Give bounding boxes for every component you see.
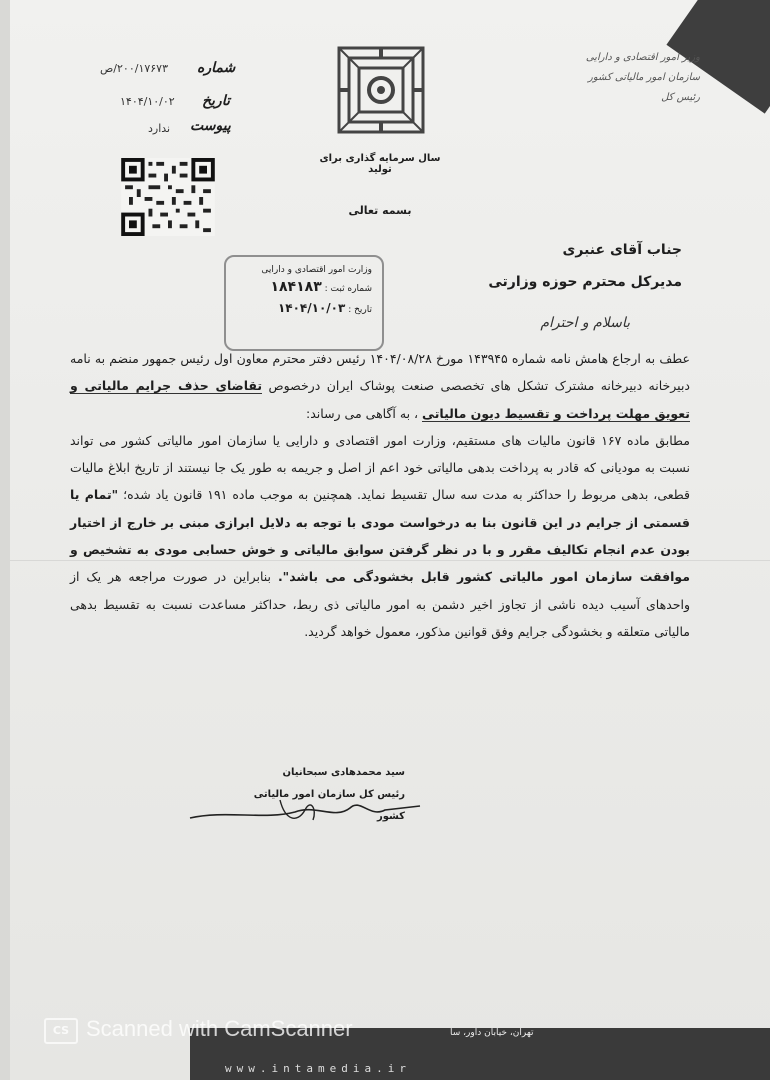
footer-address: تهران، خیابان داور، سا (450, 1028, 534, 1038)
handwritten-line: وزیر امور اقتصادی و دارایی (585, 52, 700, 63)
attachment-label: پیوست (190, 118, 231, 134)
stamp-reg-value: ۱۸۴۱۸۳ (270, 279, 322, 295)
recipient-block (488, 234, 682, 298)
date-value: ۱۴۰۴/۱۰/۰۲ (120, 95, 175, 108)
handwritten-header (510, 48, 700, 108)
paragraph-1 (70, 345, 690, 427)
letter-paper (10, 0, 770, 1080)
camscanner-icon: CS (44, 1018, 78, 1044)
scanner-watermark: Scanned with CamScanner (86, 1016, 353, 1041)
p2-quote: "تمام یا قسمتی از جرایم در این قانون بنا به درخواست مودی با توجه به دلایل ابرازی مبنی بر خارج از اختیار بودن عدم انجام تکالیف مقرر و با در نظر گرفتن سوابق مالیاتی و خوش حسابی مودی به تشخیص و موافقت سازمان امور مالیاتی کشور قابل بخشودگی می باشد". (70, 487, 690, 585)
recipient-title: مدیرکل محترم حوزه وزارتی (488, 274, 682, 290)
p2-text: مطابق ماده ۱۶۷ قانون مالیات های مستقیم، وزارت امور اقتصادی و دارایی یا سازمان امور مالیاتی کشور می تواند نسبت به مودیانی که قادر به پرداخت بدهی مالیاتی خود اعم از اصل و جریمه به طور یک جا نیستند از تاریخ ابلاغ مالیات قطعی، بدهی مربوط را حداکثر به مدت سه سال تقسیط نماید. همچنین به موجب ماده ۱۹۱ قانون یاد شده؛ (70, 432, 691, 503)
signatory-name: سید محمدهادی سبحانیان (282, 767, 405, 778)
greeting: باسلام و احترام (540, 315, 630, 331)
paragraph-2 (70, 427, 690, 645)
p1-text: عطف به ارجاع هامش نامه شماره ۱۴۳۹۴۵ مورخ ۱۴۰۴/۰۸/۲۸ رئیس دفتر محترم معاون اول رئیس جمهور منضم به نامه دبیرخانه دبیرخانه مشترک تشکل های تخصصی صنعت پوشاک ایران درخصوص (70, 351, 690, 394)
handwritten-signature (185, 790, 425, 830)
attachment-value: ندارد (148, 122, 171, 135)
letter-body (70, 345, 690, 645)
organization-logo (335, 44, 427, 136)
number-label: شماره (197, 60, 236, 76)
registration-stamp (224, 255, 384, 351)
qr-code (120, 158, 216, 236)
p1-end: ، به آگاهی می رساند: (306, 405, 419, 421)
p1-subject: تقاضای حذف جرایم مالیاتی و تعویق مهلت پرداخت و تقسیط دیون مالیاتی (70, 378, 690, 421)
stamp-org: وزارت امور اقتصادی و دارایی (261, 265, 372, 275)
handwritten-line: رئیس کل (661, 92, 700, 103)
basmala: بسمه تعالی (348, 204, 412, 217)
stamp-date-value: ۱۴۰۴/۱۰/۰۳ (277, 301, 346, 315)
stamp-date-label: تاریخ : (348, 305, 372, 315)
year-motto: سال سرمایه گذاری برای تولید (319, 153, 441, 175)
date-label: تاریخ (202, 93, 230, 109)
number-value: ۲۰۰/۱۷۶۷۳/ص (100, 62, 168, 75)
footer-website: www.intamedia.ir (225, 1062, 411, 1075)
signatory-title: رئیس کل سازمان امور مالیاتی کشور (253, 789, 405, 822)
handwritten-line: سازمان امور مالیاتی کشور (588, 72, 700, 83)
stamp-reg-label: شماره ثبت : (324, 284, 372, 294)
p2-conclusion: بنابراین در صورت مراجعه هر یک از واحدهای آسیب دیده ناشی از تجاوز اخیر دشمن به امور مالیاتی ذی ربط، حداکثر مساعدت نسبت به تقسیط بدهی مالیاتی متعلقه و بخشودگی جرایم وفق قوانین مذکور، معمول خواهد گردید. (70, 569, 690, 639)
recipient-name: جناب آقای عنبری (562, 242, 682, 258)
